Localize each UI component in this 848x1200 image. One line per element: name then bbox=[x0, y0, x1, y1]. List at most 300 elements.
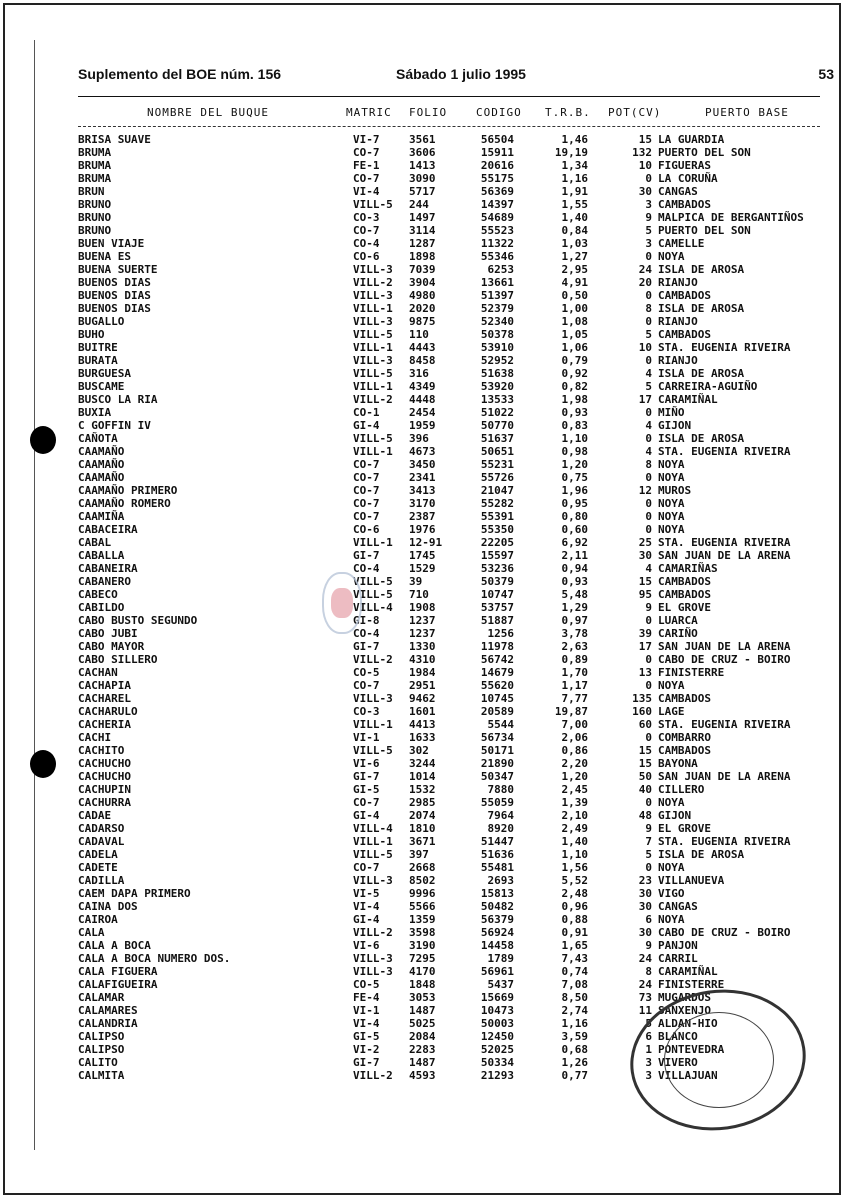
vessel-pot: 0 bbox=[645, 523, 652, 536]
vessel-name: CAEM DAPA PRIMERO bbox=[78, 887, 191, 900]
vessel-codigo: 11978 bbox=[480, 640, 514, 653]
vessel-folio: 4673 bbox=[409, 445, 436, 458]
vessel-codigo: 54689 bbox=[480, 211, 514, 224]
vessel-puerto: ISLA DE AROSA bbox=[658, 302, 745, 315]
vessel-folio: 3170 bbox=[409, 497, 436, 510]
vessel-puerto: PONTEVEDRA bbox=[658, 1043, 725, 1056]
vessel-folio: 3190 bbox=[409, 939, 436, 952]
vessel-matric: VILL-4 bbox=[353, 601, 393, 614]
vessel-matric: VILL-1 bbox=[353, 380, 393, 393]
vessel-codigo: 14397 bbox=[480, 198, 514, 211]
vessel-folio: 3114 bbox=[409, 224, 436, 237]
vessel-trb: 2,45 bbox=[561, 783, 588, 796]
vessel-pot: 30 bbox=[638, 549, 652, 562]
table-row bbox=[0, 952, 848, 965]
vessel-pot: 73 bbox=[638, 991, 652, 1004]
vessel-pot: 8 bbox=[645, 302, 652, 315]
vessel-trb: 7,77 bbox=[561, 692, 588, 705]
vessel-puerto: ISLA DE AROSA bbox=[658, 263, 745, 276]
vessel-puerto: STA. EUGENIA RIVEIRA bbox=[658, 835, 791, 848]
vessel-trb: 1,40 bbox=[561, 211, 588, 224]
vessel-trb: 0,97 bbox=[561, 614, 588, 627]
vessel-pot: 0 bbox=[645, 289, 652, 302]
vessel-puerto: CAMBADOS bbox=[658, 575, 711, 588]
table-row bbox=[0, 510, 848, 523]
vessel-pot: 0 bbox=[645, 406, 652, 419]
vessel-puerto: ISLA DE AROSA bbox=[658, 432, 745, 445]
vessel-folio: 9462 bbox=[409, 692, 436, 705]
table-row bbox=[0, 640, 848, 653]
vessel-matric: CO-7 bbox=[353, 510, 380, 523]
vessel-matric: VILL-3 bbox=[353, 952, 393, 965]
vessel-matric: VILL-5 bbox=[353, 588, 393, 601]
vessel-pot: 0 bbox=[645, 861, 652, 874]
vessel-folio: 1976 bbox=[409, 523, 436, 536]
vessel-codigo: 56734 bbox=[480, 731, 514, 744]
vessel-puerto: NOYA bbox=[658, 679, 685, 692]
vessel-folio: 2454 bbox=[409, 406, 436, 419]
vessel-trb: 6,92 bbox=[561, 536, 588, 549]
table-row bbox=[0, 809, 848, 822]
vessel-codigo: 20616 bbox=[480, 159, 514, 172]
vessel-matric: CO-4 bbox=[353, 562, 380, 575]
vessel-name: CAAMAÑO bbox=[78, 445, 125, 458]
vessel-name: CACHARULO bbox=[78, 705, 138, 718]
vessel-codigo: 55282 bbox=[480, 497, 514, 510]
vessel-pot: 9 bbox=[645, 601, 652, 614]
vessel-puerto: ALDAN-HIO bbox=[658, 1017, 718, 1030]
vessel-pot: 15 bbox=[638, 744, 652, 757]
vessel-matric: CO-7 bbox=[353, 458, 380, 471]
vessel-folio: 316 bbox=[409, 367, 429, 380]
vessel-matric: VI-1 bbox=[353, 1004, 380, 1017]
vessel-name: CABACEIRA bbox=[78, 523, 138, 536]
vessel-pot: 0 bbox=[645, 354, 652, 367]
table-row bbox=[0, 653, 848, 666]
vessel-matric: VILL-1 bbox=[353, 445, 393, 458]
vessel-name: BUITRE bbox=[78, 341, 118, 354]
table-row bbox=[0, 263, 848, 276]
vessel-puerto: MALPICA DE BERGANTIÑOS bbox=[658, 211, 804, 224]
vessel-name: CALAMARES bbox=[78, 1004, 138, 1017]
vessel-name: CABECO bbox=[78, 588, 118, 601]
vessel-puerto: CAMBADOS bbox=[658, 198, 711, 211]
vessel-name: CABANEIRA bbox=[78, 562, 138, 575]
vessel-matric: VILL-2 bbox=[353, 653, 393, 666]
vessel-folio: 1497 bbox=[409, 211, 436, 224]
vessel-pot: 8 bbox=[645, 965, 652, 978]
vessel-codigo: 10473 bbox=[480, 1004, 514, 1017]
vessel-folio: 1898 bbox=[409, 250, 436, 263]
vessel-pot: 0 bbox=[645, 614, 652, 627]
vessel-trb: 1,08 bbox=[561, 315, 588, 328]
vessel-puerto: RIANJO bbox=[658, 276, 698, 289]
vessel-trb: 2,95 bbox=[561, 263, 588, 276]
vessel-matric: VILL-2 bbox=[353, 1069, 393, 1082]
table-row bbox=[0, 146, 848, 159]
vessel-puerto: NOYA bbox=[658, 913, 685, 926]
vessel-folio: 4310 bbox=[409, 653, 436, 666]
vessel-pot: 15 bbox=[638, 133, 652, 146]
table-row bbox=[0, 393, 848, 406]
vessel-puerto: FINISTERRE bbox=[658, 666, 725, 679]
vessel-folio: 39 bbox=[409, 575, 423, 588]
vessel-name: BUXIA bbox=[78, 406, 112, 419]
table-row bbox=[0, 965, 848, 978]
vessel-codigo: 22205 bbox=[480, 536, 514, 549]
vessel-matric: VILL-5 bbox=[353, 575, 393, 588]
vessel-codigo: 50378 bbox=[480, 328, 514, 341]
vessel-pot: 23 bbox=[638, 874, 652, 887]
vessel-name: CADELA bbox=[78, 848, 118, 861]
vessel-codigo: 14458 bbox=[480, 939, 514, 952]
vessel-matric: VILL-5 bbox=[353, 198, 393, 211]
vessel-folio: 3053 bbox=[409, 991, 436, 1004]
vessel-codigo: 55346 bbox=[480, 250, 514, 263]
header-publication: Suplemento del BOE núm. 156 bbox=[78, 66, 282, 82]
vessel-pot: 0 bbox=[645, 510, 652, 523]
vessel-pot: 5 bbox=[645, 1017, 652, 1030]
vessel-pot: 13 bbox=[638, 666, 652, 679]
vessel-matric: GI-4 bbox=[353, 419, 380, 432]
vessel-codigo: 21293 bbox=[480, 1069, 514, 1082]
vessel-codigo: 53757 bbox=[480, 601, 514, 614]
vessel-trb: 2,63 bbox=[561, 640, 588, 653]
vessel-folio: 244 bbox=[409, 198, 429, 211]
vessel-codigo: 55726 bbox=[480, 471, 514, 484]
vessel-pot: 50 bbox=[638, 770, 652, 783]
table-row bbox=[0, 770, 848, 783]
table-row bbox=[0, 588, 848, 601]
vessel-puerto: CAMBADOS bbox=[658, 744, 711, 757]
vessel-trb: 8,50 bbox=[561, 991, 588, 1004]
col-header-puerto: PUERTO BASE bbox=[705, 106, 789, 119]
vessel-matric: VILL-3 bbox=[353, 965, 393, 978]
vessel-puerto: CARREIRA-AGUIÑO bbox=[658, 380, 758, 393]
vessel-name: CABO SILLERO bbox=[78, 653, 158, 666]
vessel-puerto: MIÑO bbox=[658, 406, 685, 419]
vessel-name: CALIPSO bbox=[78, 1043, 125, 1056]
table-row bbox=[0, 705, 848, 718]
table-row bbox=[0, 783, 848, 796]
vessel-codigo: 56504 bbox=[480, 133, 514, 146]
vessel-name: CACHAPIA bbox=[78, 679, 131, 692]
table-row bbox=[0, 211, 848, 224]
vessel-puerto: RIANJO bbox=[658, 354, 698, 367]
vessel-puerto: CABO DE CRUZ - BOIRO bbox=[658, 653, 791, 666]
vessel-puerto: GIJON bbox=[658, 809, 692, 822]
vessel-trb: 0,74 bbox=[561, 965, 588, 978]
vessel-name: BUENOS DIAS bbox=[78, 302, 151, 315]
vessel-trb: 7,00 bbox=[561, 718, 588, 731]
vessel-name: CALA A BOCA NUMERO DOS. bbox=[78, 952, 231, 965]
vessel-puerto: SAN JUAN DE LA ARENA bbox=[658, 549, 791, 562]
vessel-matric: VILL-3 bbox=[353, 692, 393, 705]
vessel-folio: 4170 bbox=[409, 965, 436, 978]
punch-hole-upper bbox=[30, 426, 56, 454]
vessel-codigo: 15597 bbox=[480, 549, 514, 562]
vessel-trb: 2,48 bbox=[561, 887, 588, 900]
vessel-matric: CO-6 bbox=[353, 250, 380, 263]
vessel-pot: 3 bbox=[645, 198, 652, 211]
vessel-folio: 2985 bbox=[409, 796, 436, 809]
vessel-puerto: CANGAS bbox=[658, 900, 698, 913]
vessel-folio: 710 bbox=[409, 588, 429, 601]
vessel-pot: 4 bbox=[645, 367, 652, 380]
vessel-trb: 1,46 bbox=[561, 133, 588, 146]
vessel-matric: VI-6 bbox=[353, 939, 380, 952]
vessel-trb: 2,49 bbox=[561, 822, 588, 835]
vessel-folio: 302 bbox=[409, 744, 429, 757]
vessel-matric: VI-4 bbox=[353, 1017, 380, 1030]
table-row bbox=[0, 484, 848, 497]
vessel-puerto: LAGE bbox=[658, 705, 685, 718]
vessel-puerto: GIJON bbox=[658, 419, 692, 432]
vessel-folio: 1633 bbox=[409, 731, 436, 744]
table-row bbox=[0, 419, 848, 432]
table-row bbox=[0, 900, 848, 913]
vessel-matric: CO-7 bbox=[353, 172, 380, 185]
vessel-codigo: 51022 bbox=[480, 406, 514, 419]
vessel-name: CABAL bbox=[78, 536, 112, 549]
vessel-matric: GI-7 bbox=[353, 549, 380, 562]
col-header-trb: T.R.B. bbox=[545, 106, 591, 119]
vessel-puerto: FIGUERAS bbox=[658, 159, 711, 172]
vessel-puerto: SANXENJO bbox=[658, 1004, 711, 1017]
page-number: 53 bbox=[818, 66, 834, 82]
vessel-trb: 1,10 bbox=[561, 848, 588, 861]
vessel-codigo: 55231 bbox=[480, 458, 514, 471]
vessel-codigo: 50334 bbox=[480, 1056, 514, 1069]
vessel-name: CACHERIA bbox=[78, 718, 131, 731]
vessel-folio: 4593 bbox=[409, 1069, 436, 1082]
vessel-trb: 19,19 bbox=[554, 146, 588, 159]
vessel-pot: 5 bbox=[645, 328, 652, 341]
table-row bbox=[0, 536, 848, 549]
vessel-trb: 0,92 bbox=[561, 367, 588, 380]
vessel-matric: VILL-3 bbox=[353, 874, 393, 887]
vessel-pot: 0 bbox=[645, 172, 652, 185]
vessel-name: CACHURRA bbox=[78, 796, 131, 809]
vessel-name: CADAVAL bbox=[78, 835, 125, 848]
vessel-puerto: PANJON bbox=[658, 939, 698, 952]
vessel-name: CACHUCHO bbox=[78, 757, 131, 770]
vessel-matric: CO-1 bbox=[353, 406, 380, 419]
vessel-folio: 9996 bbox=[409, 887, 436, 900]
vessel-name: C GOFFIN IV bbox=[78, 419, 151, 432]
vessel-puerto: VIVERO bbox=[658, 1056, 698, 1069]
table-row bbox=[0, 692, 848, 705]
vessel-puerto: NOYA bbox=[658, 510, 685, 523]
vessel-folio: 2951 bbox=[409, 679, 436, 692]
vessel-name: BRUNO bbox=[78, 211, 112, 224]
vessel-name: CACHUCHO bbox=[78, 770, 131, 783]
vessel-folio: 1237 bbox=[409, 627, 436, 640]
vessel-trb: 1,39 bbox=[561, 796, 588, 809]
vessel-trb: 0,68 bbox=[561, 1043, 588, 1056]
vessel-codigo: 6253 bbox=[487, 263, 514, 276]
vessel-pot: 1 bbox=[645, 1043, 652, 1056]
vessel-folio: 4349 bbox=[409, 380, 436, 393]
vessel-matric: VILL-3 bbox=[353, 263, 393, 276]
vessel-codigo: 56369 bbox=[480, 185, 514, 198]
vessel-pot: 11 bbox=[638, 1004, 652, 1017]
vessel-puerto: FINISTERRE bbox=[658, 978, 725, 991]
table-row bbox=[0, 354, 848, 367]
vessel-codigo: 50651 bbox=[480, 445, 514, 458]
vessel-folio: 3561 bbox=[409, 133, 436, 146]
vessel-name: CACHAN bbox=[78, 666, 118, 679]
vessel-puerto: PUERTO DEL SON bbox=[658, 224, 751, 237]
vessel-codigo: 53920 bbox=[480, 380, 514, 393]
vessel-trb: 4,91 bbox=[561, 276, 588, 289]
header-date: Sábado 1 julio 1995 bbox=[396, 66, 526, 82]
vessel-trb: 0,82 bbox=[561, 380, 588, 393]
table-row bbox=[0, 744, 848, 757]
vessel-matric: VILL-5 bbox=[353, 367, 393, 380]
vessel-folio: 8502 bbox=[409, 874, 436, 887]
header-rule bbox=[78, 96, 820, 97]
table-row bbox=[0, 497, 848, 510]
column-header-divider bbox=[78, 126, 820, 127]
vessel-pot: 0 bbox=[645, 653, 652, 666]
vessel-codigo: 56742 bbox=[480, 653, 514, 666]
vessel-trb: 2,74 bbox=[561, 1004, 588, 1017]
vessel-pot: 60 bbox=[638, 718, 652, 731]
vessel-pot: 10 bbox=[638, 159, 652, 172]
vessel-pot: 0 bbox=[645, 796, 652, 809]
vessel-folio: 1745 bbox=[409, 549, 436, 562]
vessel-pot: 5 bbox=[645, 224, 652, 237]
vessel-name: CALAFIGUEIRA bbox=[78, 978, 158, 991]
vessel-name: BUHO bbox=[78, 328, 105, 341]
vessel-folio: 1413 bbox=[409, 159, 436, 172]
punch-hole-lower bbox=[30, 750, 56, 778]
vessel-trb: 0,94 bbox=[561, 562, 588, 575]
archive-watermark-stamp-core bbox=[331, 588, 353, 618]
vessel-puerto: NOYA bbox=[658, 796, 685, 809]
table-row bbox=[0, 731, 848, 744]
vessel-pot: 39 bbox=[638, 627, 652, 640]
federation-seal-inner-ring bbox=[664, 1012, 774, 1108]
vessel-codigo: 50003 bbox=[480, 1017, 514, 1030]
vessel-matric: VILL-1 bbox=[353, 835, 393, 848]
vessel-folio: 3598 bbox=[409, 926, 436, 939]
vessel-matric: VILL-3 bbox=[353, 315, 393, 328]
vessel-pot: 3 bbox=[645, 1069, 652, 1082]
vessel-codigo: 14679 bbox=[480, 666, 514, 679]
table-row bbox=[0, 237, 848, 250]
vessel-pot: 8 bbox=[645, 458, 652, 471]
vessel-folio: 1984 bbox=[409, 666, 436, 679]
vessel-matric: VILL-4 bbox=[353, 822, 393, 835]
table-row bbox=[0, 224, 848, 237]
vessel-codigo: 50482 bbox=[480, 900, 514, 913]
vessel-matric: GI-4 bbox=[353, 809, 380, 822]
vessel-matric: CO-6 bbox=[353, 523, 380, 536]
vessel-puerto: STA. EUGENIA RIVEIRA bbox=[658, 718, 791, 731]
vessel-trb: 1,65 bbox=[561, 939, 588, 952]
vessel-puerto: PUERTO DEL SON bbox=[658, 146, 751, 159]
col-header-matric: MATRIC bbox=[346, 106, 392, 119]
vessel-trb: 1,55 bbox=[561, 198, 588, 211]
vessel-matric: CO-7 bbox=[353, 796, 380, 809]
vessel-pot: 20 bbox=[638, 276, 652, 289]
vessel-trb: 1,26 bbox=[561, 1056, 588, 1069]
vessel-trb: 1,29 bbox=[561, 601, 588, 614]
vessel-pot: 9 bbox=[645, 939, 652, 952]
vessel-pot: 25 bbox=[638, 536, 652, 549]
vessel-trb: 0,96 bbox=[561, 900, 588, 913]
table-row bbox=[0, 575, 848, 588]
vessel-puerto: CABO DE CRUZ - BOIRO bbox=[658, 926, 791, 939]
vessel-folio: 1330 bbox=[409, 640, 436, 653]
vessel-name: CAIROA bbox=[78, 913, 118, 926]
vessel-trb: 0,77 bbox=[561, 1069, 588, 1082]
col-header-pot: POT(CV) bbox=[608, 106, 662, 119]
vessel-folio: 4448 bbox=[409, 393, 436, 406]
vessel-codigo: 13533 bbox=[480, 393, 514, 406]
vessel-pot: 0 bbox=[645, 471, 652, 484]
vessel-puerto: CARAMIÑAL bbox=[658, 965, 718, 978]
vessel-pot: 5 bbox=[645, 848, 652, 861]
page-header bbox=[78, 66, 834, 86]
vessel-codigo: 53236 bbox=[480, 562, 514, 575]
vessel-name: BURATA bbox=[78, 354, 118, 367]
vessel-pot: 0 bbox=[645, 497, 652, 510]
vessel-trb: 2,20 bbox=[561, 757, 588, 770]
table-row bbox=[0, 458, 848, 471]
vessel-puerto: CAMELLE bbox=[658, 237, 705, 250]
vessel-codigo: 50770 bbox=[480, 419, 514, 432]
vessel-folio: 4413 bbox=[409, 718, 436, 731]
vessel-folio: 1359 bbox=[409, 913, 436, 926]
vessel-matric: CO-7 bbox=[353, 861, 380, 874]
vessel-name: BRUMA bbox=[78, 146, 112, 159]
vessel-name: BRUNO bbox=[78, 198, 112, 211]
vessel-folio: 4443 bbox=[409, 341, 436, 354]
vessel-puerto: BLANCO bbox=[658, 1030, 698, 1043]
vessel-pot: 6 bbox=[645, 913, 652, 926]
vessel-matric: VI-6 bbox=[353, 757, 380, 770]
vessel-folio: 1908 bbox=[409, 601, 436, 614]
vessel-name: BUGALLO bbox=[78, 315, 125, 328]
vessel-puerto: MUROS bbox=[658, 484, 692, 497]
vessel-pot: 17 bbox=[638, 640, 652, 653]
vessel-matric: GI-5 bbox=[353, 783, 380, 796]
vessel-puerto: NOYA bbox=[658, 861, 685, 874]
vessel-folio: 4980 bbox=[409, 289, 436, 302]
vessel-trb: 1,40 bbox=[561, 835, 588, 848]
vessel-trb: 1,27 bbox=[561, 250, 588, 263]
vessel-trb: 2,10 bbox=[561, 809, 588, 822]
vessel-name: CALANDRIA bbox=[78, 1017, 138, 1030]
vessel-puerto: CILLERO bbox=[658, 783, 705, 796]
vessel-folio: 8458 bbox=[409, 354, 436, 367]
table-row bbox=[0, 679, 848, 692]
vessel-puerto: NOYA bbox=[658, 471, 685, 484]
vessel-trb: 7,08 bbox=[561, 978, 588, 991]
table-row bbox=[0, 159, 848, 172]
vessel-name: CADILLA bbox=[78, 874, 125, 887]
vessel-name: BUENOS DIAS bbox=[78, 289, 151, 302]
vessel-name: CABO JUBI bbox=[78, 627, 138, 640]
vessel-matric: CO-7 bbox=[353, 679, 380, 692]
vessel-trb: 1,34 bbox=[561, 159, 588, 172]
vessel-codigo: 15911 bbox=[480, 146, 514, 159]
vessel-puerto: CARIÑO bbox=[658, 627, 698, 640]
vessel-trb: 1,06 bbox=[561, 341, 588, 354]
